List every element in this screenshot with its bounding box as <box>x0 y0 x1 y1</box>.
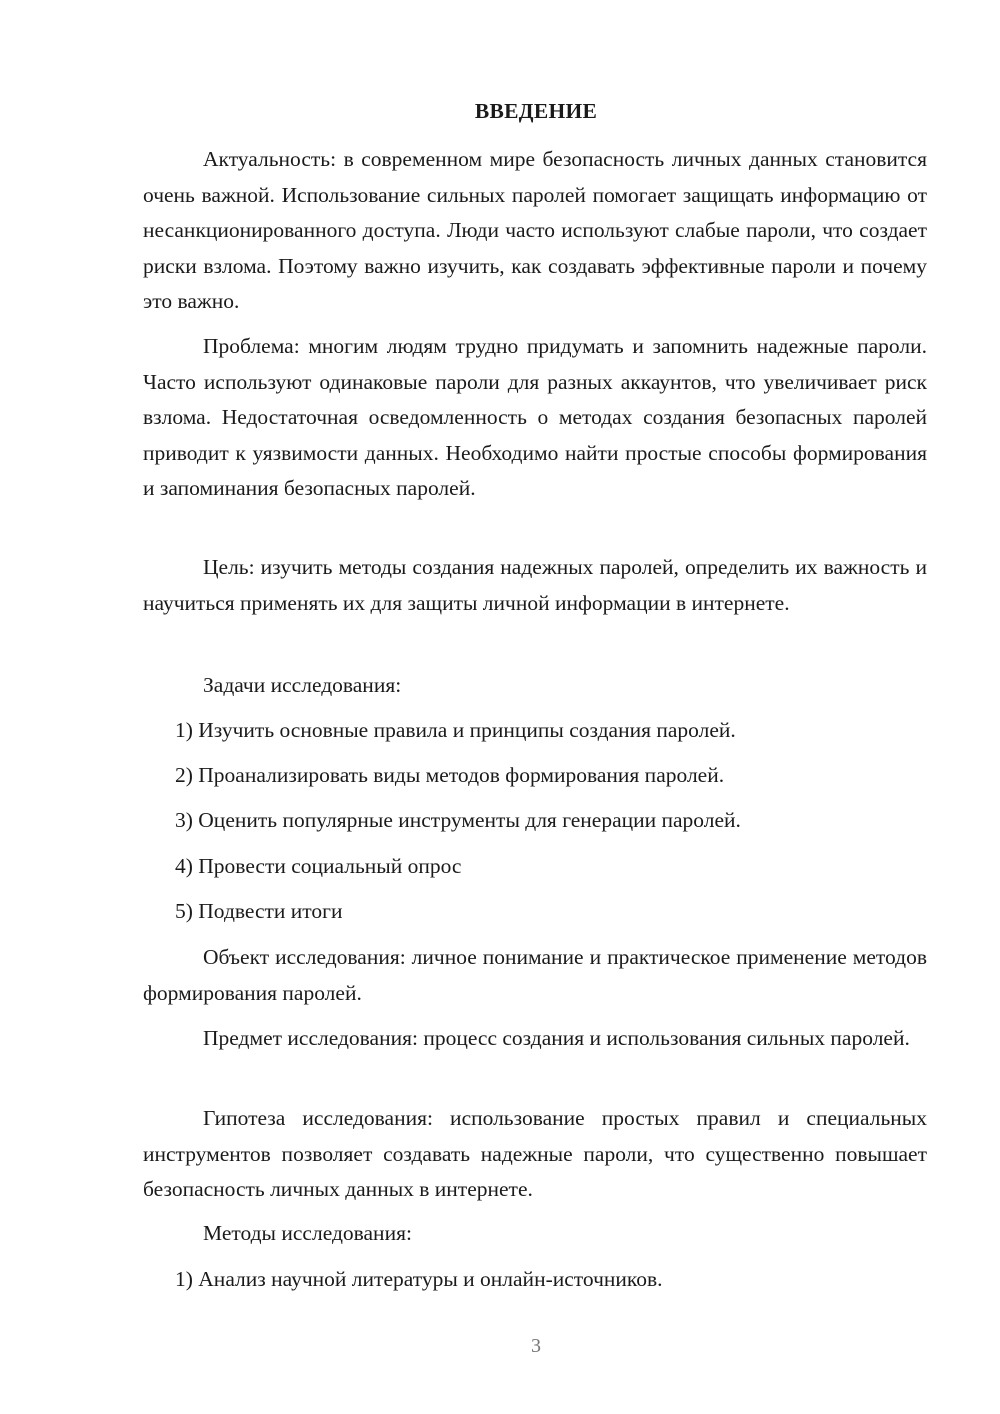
task-item: 3) Оценить популярные инструменты для генерации паролей. <box>175 808 741 832</box>
task-item: 4) Провести социальный опрос <box>175 854 462 878</box>
relevance-paragraph: Актуальность: в современном мире безопасность личных данных становится очень важной. Использование сильных паролей помогает защищать информацию от несанкционированного доступа. Люди часто используют слабые пароли, что создает риски взлома. Поэтому важно изучить, как создавать эффективные пароли и почему это важно. <box>143 147 927 313</box>
methods-label: Методы исследования: <box>203 1221 412 1245</box>
task-item: 2) Проанализировать виды методов формирования паролей. <box>175 763 725 787</box>
goal-paragraph: Цель: изучить методы создания надежных паролей, определить их важность и научиться применять их для защиты личной информации в интернете. <box>143 555 927 615</box>
subject-paragraph: Предмет исследования: процесс создания и использования сильных паролей. <box>203 1026 910 1050</box>
task-item: 1) Изучить основные правила и принципы создания паролей. <box>175 718 736 742</box>
problem-paragraph: Проблема: многим людям трудно придумать и запомнить надежные пароли. Часто используют одинаковые пароли для разных аккаунтов, что увеличивает риск взлома. Недостаточная осведомленность о методах создания безопасных паролей приводит к уязвимости данных. Необходимо найти простые способы формирования и запоминания безопасных паролей. <box>143 334 927 500</box>
tasks-label: Задачи исследования: <box>203 673 402 697</box>
page-title: ВВЕДЕНИЕ <box>474 99 598 123</box>
hypothesis-paragraph: Гипотеза исследования: использование простых правил и специальных инструментов позволяет создавать надежные пароли, что существенно повышает безопасность личных данных в интернете. <box>143 1106 927 1201</box>
page-number: 3 <box>531 1335 541 1357</box>
object-paragraph: Объект исследования: личное понимание и практическое применение методов формирования паролей. <box>143 945 927 1005</box>
method-item: 1) Анализ научной литературы и онлайн-источников. <box>175 1267 663 1291</box>
task-item: 5) Подвести итоги <box>175 899 343 923</box>
